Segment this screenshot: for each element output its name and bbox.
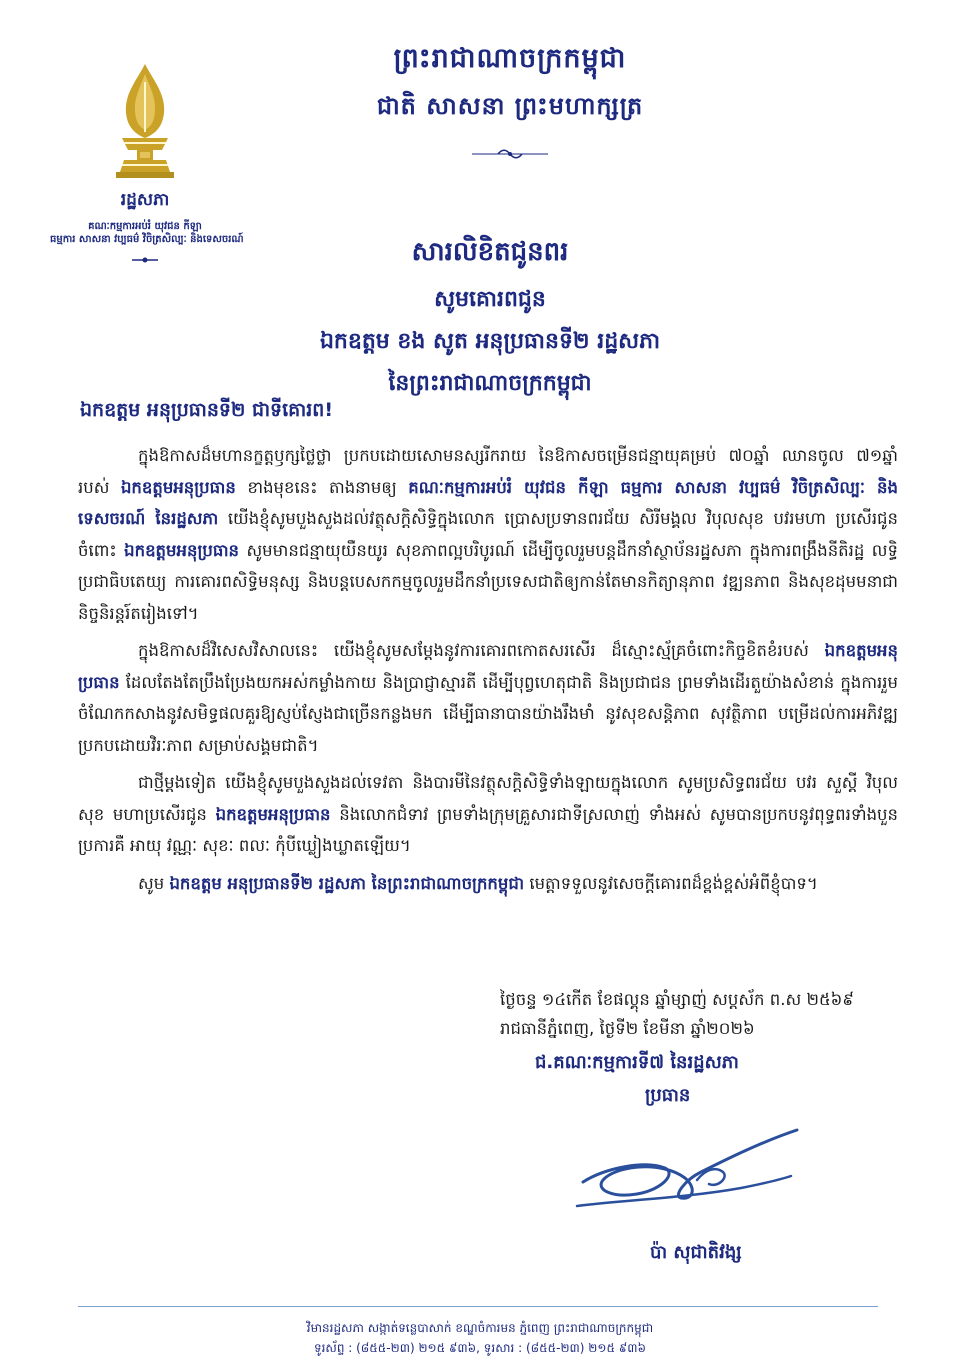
- solar-date: រាជធានីភ្នំពេញ, ថ្ងៃទី២ ខែមីនា ឆ្នាំ២០២៦: [500, 1019, 755, 1038]
- recipient-line: ឯកឧត្តម ខង សូត អនុប្រធានទី២ រដ្ឋសភា: [319, 329, 661, 354]
- signer-name: ប៉ា សុជាតិវង្ស: [650, 1242, 742, 1263]
- date-block: [500, 985, 920, 1043]
- header-ornament-icon: [470, 148, 550, 160]
- paragraph-2: ក្នុងឱកាសដ៏វិសេសវិសាលនេះ យើងខ្ញុំសូមសម្តែងនូវការគោរពកោតសរសើរ ដ៏ស្មោះស្ម័គ្រចំពោះកិច្ចខិតខំរបស់ ឯកឧត្តមអនុប្រធាន ដែលតែងតែប្រឹងប្រែងយកអស់កម្លាំងកាយ និងប្រាជ្ញាស្មារតី ដើម្បីបុព្វហេតុជាតិ និងប្រជាជន ព្រមទាំងដើរតួយ៉ាងសំខាន់ ក្នុងការរួមចំណែកកសាងនូវសមិទ្ធផលគួរឱ្យស្ញប់ស្ញែងជាច្រើនកន្លងមក ដើម្បីធានាបានយ៉ាងរឹងមាំ នូវសុខសន្តិភាព សុវត្ថិភាព បម្រើដល់ការអភិវឌ្ឍប្រកបដោយវិរៈភាព សម្រាប់សង្គមជាតិ។: [78, 641, 898, 755]
- logo-committee-line-2: ធម្មការ សាសនា វប្បធម៌ វិចិត្រសិល្បៈ និងទេសចរណ៍: [50, 234, 244, 245]
- kingdom-header: [300, 42, 720, 160]
- letter-body: [78, 440, 898, 905]
- parliament-logo-block: [50, 60, 244, 264]
- logo-name: រដ្ឋសភា: [120, 190, 170, 210]
- signer-role: ប្រធាន: [645, 1085, 691, 1106]
- footer: [0, 1318, 960, 1358]
- signing-office: ជ.គណៈកម្មការទី៧ នៃរដ្ឋសភា: [535, 1052, 739, 1073]
- paragraph-1: ក្នុងឱកាសដ៏មហានក្ខត្តឫក្សថ្លៃថ្លា ប្រកបដោយសោមនស្សរីករាយ នៃឱកាសចម្រើនជន្មាយុគម្រប់ ៧០ឆ្នាំ ឈានចូល ៧១ឆ្នាំ របស់ ឯកឧត្តមអនុប្រធាន ខាងមុខនេះ តាងនាមឲ្យ គណៈកម្មការអប់រំ យុវជន កីឡា ធម្មការ សាសនា វប្បធម៌ វិចិត្រសិល្បៈ និង ទេសចរណ៍ នៃរដ្ឋសភា យើងខ្ញុំសូមបួងសួងដល់វត្ថុសក្តិសិទ្ធិក្នុងលោក ប្រោសប្រទានពរជ័យ សិរីមង្គល វិបុលសុខ បវរមហា ប្រសើរជូនចំពោះ ឯកឧត្តមអនុប្រធាន សូមមានជន្មាយុយឺនយូរ សុខភាពល្អបរិបូរណ៍ ដើម្បីចូលរួមបន្តដឹកនាំស្ថាប័នរដ្ឋសភា ក្នុងការពង្រឹងនីតិរដ្ឋ លទ្ធិប្រជាធិបតេយ្យ ការគោរពសិទ្ធិមនុស្ស និងបន្តបេសកកម្មចូលរួមដឹកនាំប្រទេសជាតិឲ្យកាន់តែមានកិត្យានុភាព វឌ្ឍនភាព និងសុខដុមមនាជានិច្ចនិរន្តរ៍តរៀងទៅ។: [78, 446, 899, 623]
- salutation: ឯកឧត្តម អនុប្រធានទី២ ជាទីគោរព!: [80, 399, 333, 421]
- footer-divider: [78, 1306, 878, 1307]
- letter-title: សារលិខិតជូនពរ: [411, 237, 569, 267]
- parliament-emblem-icon: [110, 60, 180, 185]
- recipient-kingdom-line: នៃព្រះរាជាណាចក្រកម្ពុជា: [388, 371, 592, 396]
- footer-contact: ទូរស័ព្ទ : (៨៥៥-២៣) ២១៥ ៩៣៦, ទូរសារ : (៨៥៥-២៣) ២១៥ ៩៣៦: [313, 1341, 646, 1355]
- handwritten-signature-icon: [565, 1120, 805, 1230]
- logo-committee-line-1: គណៈកម្មការអប់រំ យុវជន កីឡា: [88, 221, 202, 232]
- respectful-to-line: សូមគោរពជូន: [434, 287, 546, 312]
- kingdom-name: ព្រះរាជាណាចក្រកម្ពុជា: [393, 43, 627, 74]
- small-ornament-icon: [130, 256, 160, 264]
- footer-address: វិមានរដ្ឋសភា សង្កាត់ទន្លេបាសាក់ ខណ្ឌចំការមន ភ្នំពេញ ព្រះរាជាណាចក្រកម្ពុជា: [306, 1321, 654, 1335]
- letter-titles: [200, 235, 780, 401]
- lunar-date: ថ្ងៃចន្ទ ១៤កើត ខែផល្គុន ឆ្នាំម្សាញ់ សប្តស័ក ព.ស ២៥៦៩: [500, 990, 854, 1009]
- national-motto: ជាតិ សាសនា ព្រះមហាក្សត្រ: [376, 92, 644, 120]
- paragraph-3: ជាថ្មីម្តងទៀត យើងខ្ញុំសូមបួងសួងដល់ទេវតា និងបារមីនៃវត្ថុសក្តិសិទ្ធិទាំងឡាយក្នុងលោក សូមប្រសិទ្ធពរជ័យ បវរ សួស្តី វិបុលសុខ មហាប្រសើរជូន ឯកឧត្តមអនុប្រធាន និងលោកជំទាវ ព្រមទាំងក្រុមគ្រួសារជាទីស្រលាញ់ ទាំងអស់ សូមបានប្រកបនូវពុទ្ធពរទាំងបួនប្រការគឺ អាយុ វណ្ណៈ សុខៈ ពលៈ កុំបីឃ្លៀងឃ្លាតឡើយ។: [78, 773, 898, 855]
- paragraph-4: សូម ឯកឧត្តម អនុប្រធានទី២ រដ្ឋសភា នៃព្រះរាជាណាចក្រកម្ពុជា មេត្តាទទួលនូវសេចក្តីគោរពដ៏ខ្ពង់ខ្ពស់អំពីខ្ញុំបាទ។: [138, 873, 818, 893]
